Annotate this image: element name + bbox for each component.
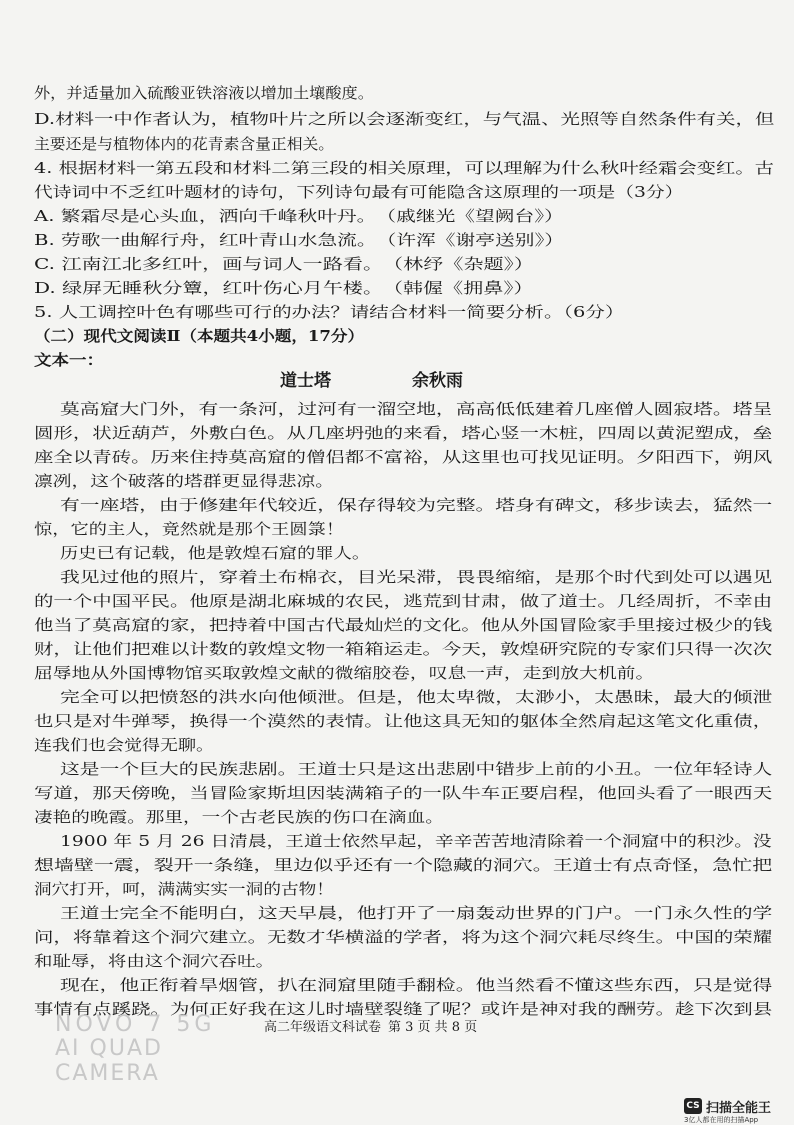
text-line: 5. 人工调控叶色有哪些可行的办法？请结合材料一简要分析。（6分） (34, 303, 625, 321)
text-line: 和耻辱，将由这个洞穴吞吐。 (34, 952, 275, 970)
scanner-name: 扫描全能王 (706, 1101, 772, 1116)
text-line: D. 绿屏无睡秋分簟，红叶伤心月午楼。 （韩偓《拥鼻》） (34, 279, 534, 297)
footer-exam-name: 高二年级语文科试卷 (264, 1020, 382, 1035)
camera-watermark (55, 1012, 275, 1086)
text-line: A. 繁霜尽是心头血，洒向千峰秋叶丹。 （戚继光《望阙台》） (34, 207, 564, 225)
text-line: 4. 根据材料一第五段和材料二第三段的相关原理，可以理解为什么秋叶经霜会变红。古 (34, 159, 775, 177)
text-line: 历史已有记载，他是敦煌石窟的罪人。 (60, 544, 371, 562)
scanner-logo-icon: CS (684, 1098, 702, 1114)
text-line: 代诗词中不乏红叶题材的诗句，下列诗句最有可能隐含这原理的一项是（3分） (34, 183, 684, 201)
text-line: 我见过他的照片，穿着土布棉衣，目光呆滞，畏畏缩缩，是那个时代到处可以遇见 (60, 568, 773, 586)
text-line: 连我们也会觉得无聊。 (34, 736, 215, 754)
article-author: 余秋雨 (412, 371, 463, 391)
text-line: 莫高窟大门外，有一条河，过河有一溜空地，高高低低建着几座僧人圆寂塔。塔呈 (60, 400, 773, 418)
text-line: 问，将靠着这个洞穴建立。无数才华横溢的学者，将为这个洞穴耗尽终生。中国的荣耀 (34, 928, 773, 946)
text-line: D.材料一中作者认为，植物叶片之所以会逐渐变红，与气温、光照等自然条件有关，但 (34, 110, 775, 128)
text-line: 现在，他正衔着旱烟管，扒在洞窟里随手翻检。他当然看不懂这些东西，只是觉得 (60, 976, 773, 994)
text-line: 外，并适量加入硫酸亚铁溶液以增加土壤酸度。 (34, 84, 374, 102)
text-line: 他当了莫高窟的家，把持着中国古代最灿烂的文化。他从外国冒险家手里接过极少的钱 (34, 616, 773, 634)
text-line: 想墙壁一震，裂开一条缝，里边似乎还有一个隐藏的洞穴。王道士有点奇怪，急忙把 (34, 856, 773, 874)
text-line: 财，让他们把难以计数的敦煌文物一箱箱运走。今天，敦煌研究院的专家们只得一次次 (34, 640, 773, 658)
text-line: 圆形，状近葫芦，外敷白色。从几座坍弛的来看，塔心竖一木桩，四周以黄泥塑成，垒 (34, 424, 773, 442)
text-line: B. 劳歌一曲解行舟，红叶青山水急流。 （许浑《谢亭送别》） (34, 231, 565, 249)
text-line: 主要还是与植物体内的花青素含量正相关。 (34, 135, 335, 153)
text-line: 凄艳的晚霞。那里，一个古老民族的伤口在滴血。 (34, 808, 444, 826)
scanner-tagline: 3亿人都在用的扫描App (684, 1116, 759, 1124)
text-line: 这是一个巨大的民族悲剧。王道士只是这出悲剧中错步上前的小丑。一位年轻诗人 (60, 760, 773, 778)
text-line: 洞穴打开，呵，满满实实一洞的古物！ (34, 880, 334, 898)
text-line: 屈辱地从外国博物馆买取敦煌文献的微缩胶卷，叹息一声，走到放大机前。 (34, 664, 655, 682)
text-line: 写道，那天傍晚，当冒险家斯坦因装满箱子的一队牛车正要启程，他回头看了一眼西天 (34, 784, 773, 802)
text-line: 惊，它的主人，竟然就是那个王圆箓！ (34, 520, 345, 538)
text-line: 事情有点蹊跷。为何正好我在这儿时墙壁裂缝了呢？或许是神对我的酬劳。趁下次到县 (34, 1000, 773, 1018)
text-line: 也只是对牛弹琴，换得一个漠然的表情。让他这具无知的躯体全然肩起这笔文化重债， (34, 712, 773, 730)
article-title: 道士塔 (280, 371, 331, 391)
watermark-line-2: AI QUAD CAMERA (55, 1036, 163, 1086)
text-line: 座全以青砖。历来住持莫高窟的僧侣都不富裕，从这里也可找见证明。夕阳西下，朔风 (34, 448, 773, 466)
scanner-badge (684, 1098, 784, 1122)
text-line: 完全可以把愤怒的洪水向他倾泄。但是，他太卑微，太渺小，太愚昧，最大的倾泄 (60, 688, 773, 706)
text-line: （二）现代文阅读Ⅱ（本题共4小题，17分） (34, 327, 365, 345)
text-line: 王道士完全不能明白，这天早晨，他打开了一扇轰动世界的门户。一门永久性的学 (60, 904, 773, 922)
text-line: 有一座塔，由于修建年代较近，保存得较为完整。塔身有碑文，移步读去，猛然一 (60, 496, 773, 514)
watermark-line-1: NOVO 7 5G (55, 1012, 216, 1037)
text-line: 的一个中国平民。他原是湖北麻城的农民，逃荒到甘肃，做了道士。几经周折，不幸由 (34, 592, 773, 610)
text-line: C. 江南江北多红叶，画与词人一路看。 （林纾《杂题》） (34, 255, 534, 273)
text-line: 文本一： (34, 351, 105, 369)
text-line: 凛冽，这个破落的塔群更显得悲凉。 (34, 472, 335, 490)
footer-page-number: 第 3 页 共 8 页 (388, 1020, 478, 1035)
text-line: 1900 年 5 月 26 日清晨，王道士依然早起，辛辛苦苦地清除着一个洞窟中的积沙。没 (60, 832, 772, 850)
